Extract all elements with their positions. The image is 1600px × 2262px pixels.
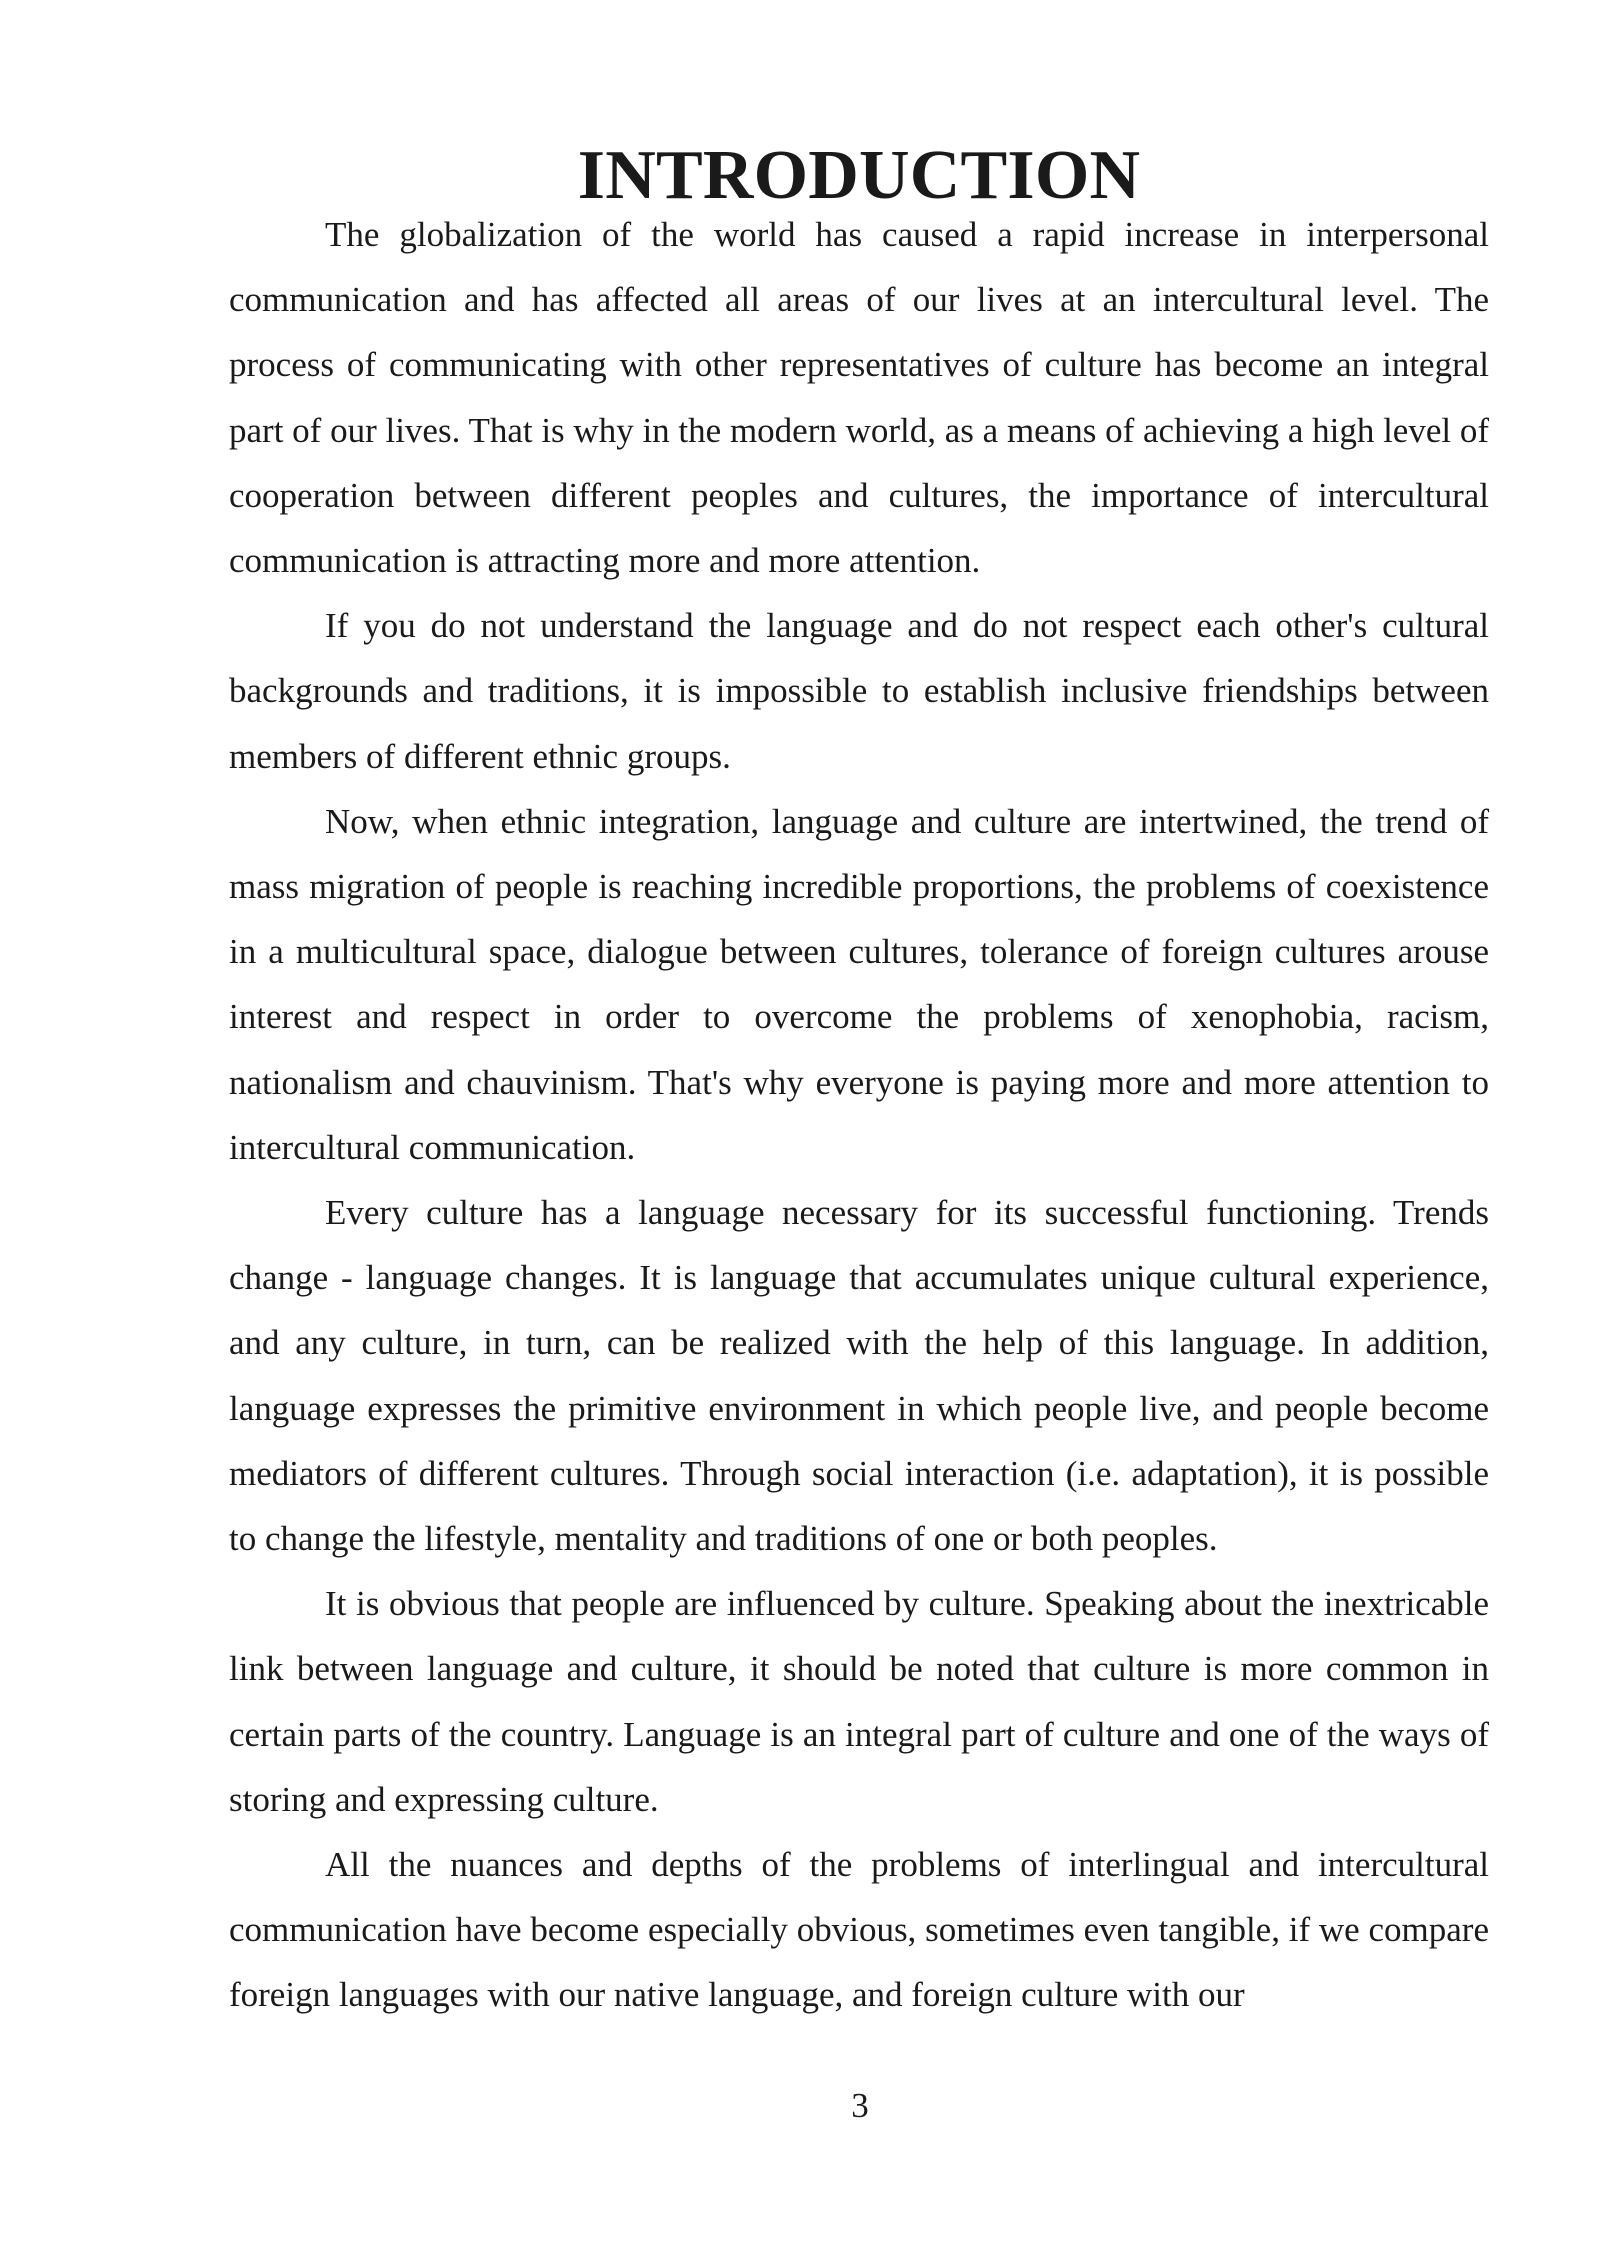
page-title: INTRODUCTION — [577, 137, 1141, 214]
paragraph: It is obvious that people are influenced by culture. Speaking about the inextricable link between language and culture, it should be noted that culture is more common in certain parts of the country. Language is an integral part of culture and one of the ways of storing and expressing culture. — [229, 1584, 1489, 1819]
paragraph: Now, when ethnic integration, language and culture are intertwined, the trend of mass migration of people is reaching incredible proportions, the problems of coexistence in a multicultural space, dialogue between cultures, tolerance of foreign cultures arouse interest and respect in order to overcome the problems of xenophobia, racism, nationalism and chauvinism. That's why everyone is paying more and more attention to intercultural communication. — [229, 801, 1489, 1167]
paragraph: Every culture has a language necessary for its successful functioning. Trends change - language changes. It is language that accumulates unique cultural experience, and any culture, in turn, can be realized with the help of this language. In addition, language expresses the primitive environment in which people live, and people become mediators of different cultures. Through social interaction (i.e. adaptation), it is possible to change the lifestyle, mentality and traditions of one or both peoples. — [229, 1193, 1489, 1559]
page-number: 3 — [851, 2086, 869, 2125]
document-body — [229, 137, 1489, 2028]
paragraph: If you do not understand the language and do not respect each other's cultural backgrounds and traditions, it is impossible to establish inclusive friendships between members of different ethnic groups. — [229, 606, 1489, 776]
paragraph: The globalization of the world has caused a rapid increase in interpersonal communication and has affected all areas of our lives at an intercultural level. The process of communicating with other representatives of culture has become an integral part of our lives. That is why in the modern world, as a means of achieving a high level of cooperation between different peoples and cultures, the importance of intercultural communication is attracting more and more attention. — [229, 215, 1489, 581]
paragraph: All the nuances and depths of the problems of interlingual and intercultural communication have become especially obvious, sometimes even tangible, if we compare foreign languages with our native language, and foreign culture with our — [229, 1845, 1489, 2015]
